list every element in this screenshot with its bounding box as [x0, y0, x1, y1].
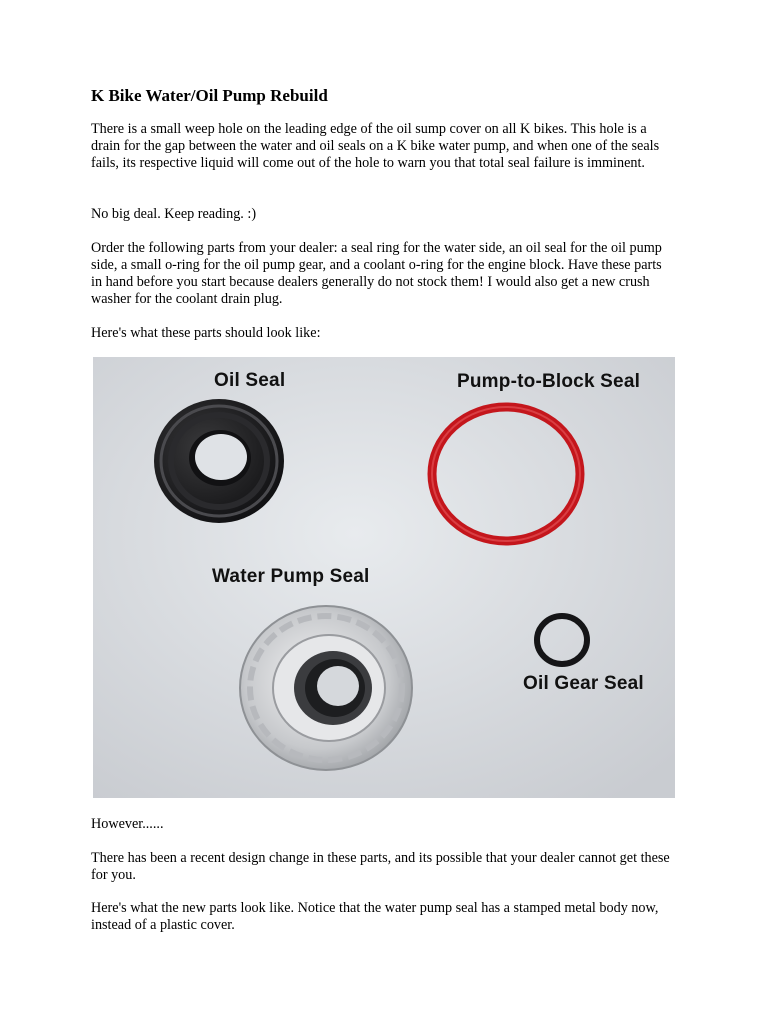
- water-pump-seal-part: [240, 606, 412, 770]
- oil-seal-part: [154, 399, 284, 523]
- paragraph-parts-intro: Here's what these parts should look like:: [91, 325, 321, 341]
- paragraph-new-parts: Here's what the new parts look like. Notice that the water pump seal has a stamped metal body now, instead of a plastic cover.: [91, 900, 659, 933]
- paragraph-order-parts: Order the following parts from your dealer: a seal ring for the water side, an oil seal for the oil pump side, a small o-ring for the oil pump gear, and a coolant o-ring for the engine block. Have these parts in hand before you start because dealers generally do not stock them! I would also get a new crush washer for the coolant drain plug.: [91, 240, 662, 307]
- seal-parts-illustration: [93, 357, 675, 798]
- paragraph-weep-hole: There is a small weep hole on the leading edge of the oil sump cover on all K bikes. This hole is a drain for the gap between the water and oil seals on a K bike water pump, and when one of the seals fails, its respective liquid will come out of the hole to warn you that total seal failure is imminent.: [91, 121, 660, 171]
- paragraph-no-big-deal: No big deal. Keep reading. :): [91, 206, 257, 222]
- paragraph-design-change: There has been a recent design change in these parts, and its possible that your dealer cannot get these for you.: [91, 850, 670, 883]
- paragraph-however: However......: [91, 816, 164, 832]
- label-pump-to-block-seal: Pump-to-Block Seal: [457, 371, 641, 392]
- label-water-pump-seal: Water Pump Seal: [212, 566, 370, 587]
- label-oil-gear-seal: Oil Gear Seal: [523, 673, 644, 694]
- label-oil-seal: Oil Seal: [214, 370, 286, 391]
- page-title: K Bike Water/Oil Pump Rebuild: [91, 86, 328, 105]
- seal-parts-photo: [93, 357, 675, 798]
